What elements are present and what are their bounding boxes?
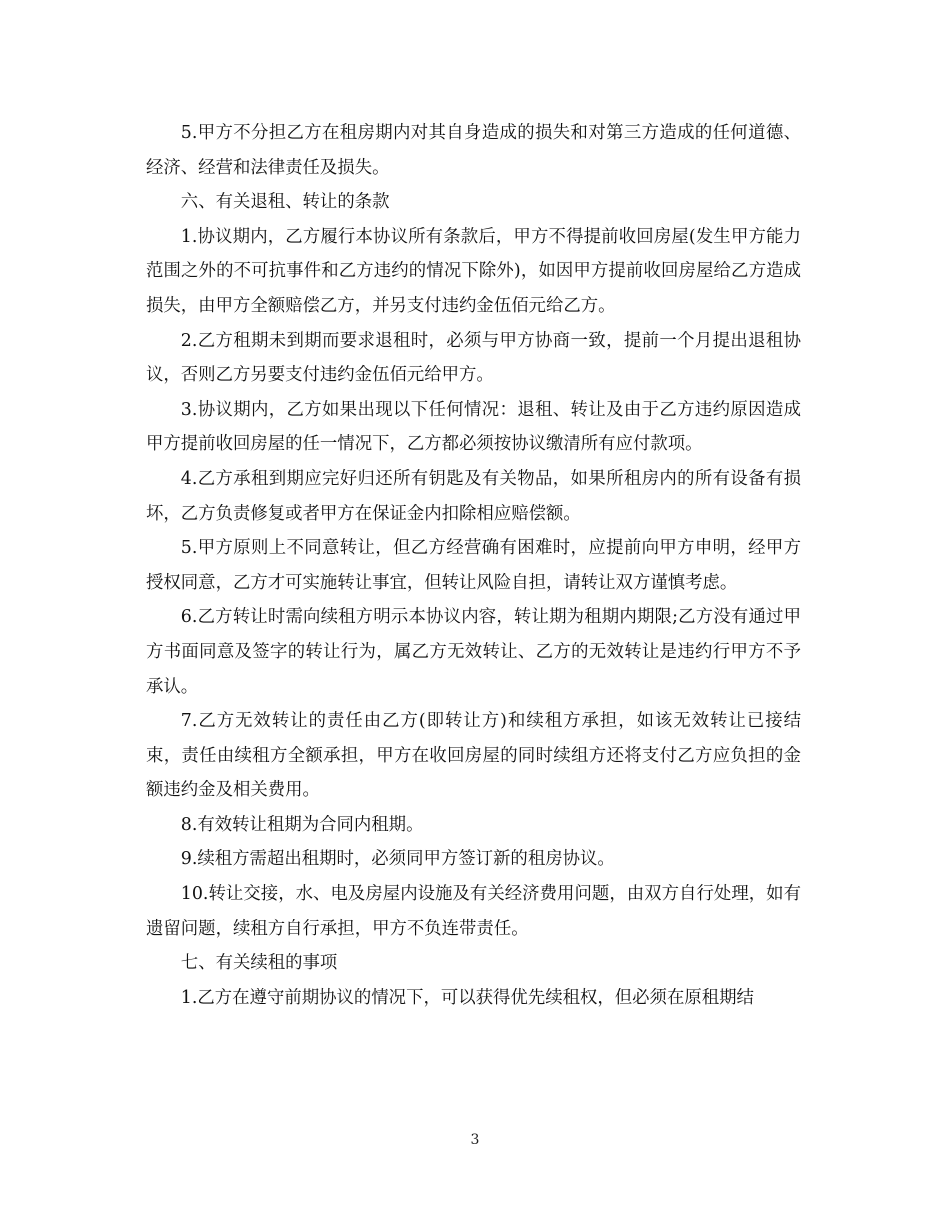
paragraph: 2.乙方租期未到期而要求退租时，必须与甲方协商一致，提前一个月提出退租协议，否则乙方另要支付违约金伍佰元给甲方。 bbox=[146, 330, 801, 386]
paragraph: 6.乙方转让时需向续租方明示本协议内容，转让期为租期内期限;乙方没有通过甲方书面同意及签字的转让行为，属乙方无效转让、乙方的无效转让是违约行甲方不予承认。 bbox=[146, 607, 801, 697]
paragraph: 10.转让交接，水、电及房屋内设施及有关经济费用问题，由双方自行处理，如有遗留问题，续租方自行承担，甲方不负连带责任。 bbox=[146, 884, 801, 939]
section-heading: 六、有关退租、转让的条款 bbox=[180, 192, 390, 213]
document-body bbox=[146, 116, 801, 1015]
paragraph: 1.乙方在遵守前期协议的情况下，可以获得优先续租权，但必须在原租期结 bbox=[180, 987, 754, 1008]
paragraph: 5.甲方原则上不同意转让，但乙方经营确有困难时，应提前向甲方申明，经甲方授权同意，乙方才可实施转让事宜，但转让风险自担，请转让双方谨慎考虑。 bbox=[146, 538, 801, 593]
paragraph: 3.协议期内，乙方如果出现以下任何情况：退租、转让及由于乙方违约原因造成甲方提前收回房屋的任一情况下，乙方都必须按协议缴清所有应付款项。 bbox=[146, 399, 801, 455]
paragraph: 7.乙方无效转让的责任由乙方(即转让方)和续租方承担，如该无效转让已接结束，责任由续租方全额承担，甲方在收回房屋的同时续组方还将支付乙方应负担的金额违约金及相关费用。 bbox=[146, 711, 801, 801]
paragraph: 4.乙方承租到期应完好归还所有钥匙及有关物品，如果所租房内的所有设备有损坏，乙方负责修复或者甲方在保证金内扣除相应赔偿额。 bbox=[146, 468, 801, 524]
paragraph: 5.甲方不分担乙方在租房期内对其自身造成的损失和对第三方造成的任何道德、经济、经营和法律责任及损失。 bbox=[146, 123, 801, 178]
section-heading: 七、有关续租的事项 bbox=[180, 953, 338, 974]
paragraph: 8.有效转让租期为合同内租期。 bbox=[180, 814, 424, 835]
page-number: 3 bbox=[470, 1132, 480, 1148]
paragraph: 1.协议期内，乙方履行本协议所有条款后，甲方不得提前收回房屋(发生甲方能力范围之外的不可抗事件和乙方违约的情况下除外)，如因甲方提前收回房屋给乙方造成损失，由甲方全额赔偿乙方，并另支付违约金伍佰元给乙方。 bbox=[146, 226, 801, 316]
paragraph: 9.续租方需超出租期时，必须同甲方签订新的租房协议。 bbox=[180, 849, 615, 870]
